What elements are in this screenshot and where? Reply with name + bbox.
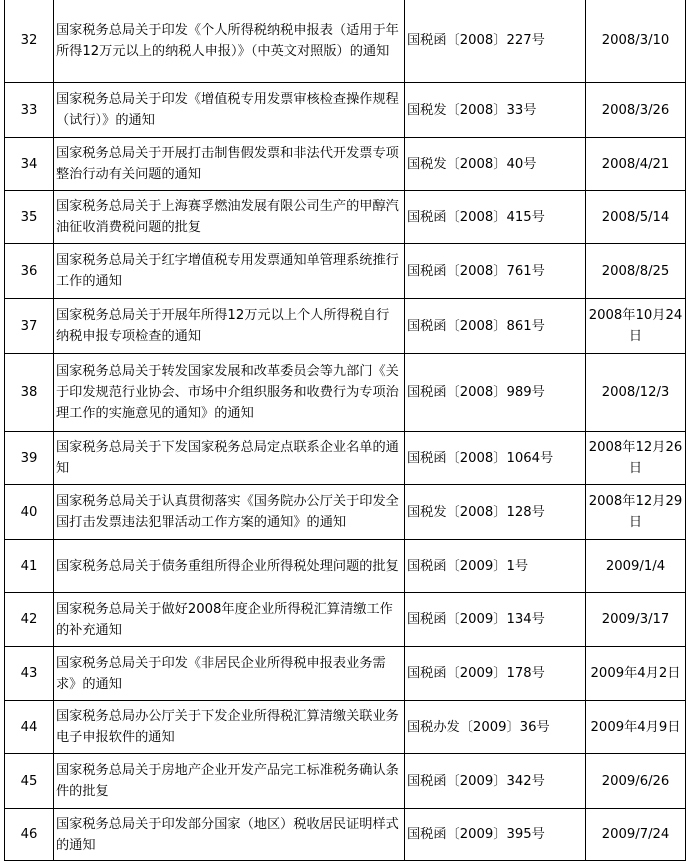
- document-number: 国税函〔2009〕1号: [405, 540, 586, 593]
- document-title: 国家税务总局关于印发《增值税专用发票审核检查操作规程（试行）》的通知: [54, 83, 405, 138]
- table-row: [5, 244, 686, 299]
- row-number: 35: [5, 191, 54, 244]
- document-number: 国税发〔2008〕128号: [405, 485, 586, 540]
- document-number: 国税函〔2008〕989号: [405, 354, 586, 432]
- document-title: 国家税务总局关于转发国家发展和改革委员会等九部门《关于印发规范行业协会、市场中介组织服务和收费行为专项治理工作的实施意见的通知》的通知: [54, 354, 405, 432]
- document-number: 国税函〔2009〕395号: [405, 809, 586, 861]
- table-row: [5, 138, 686, 191]
- table-row: [5, 432, 686, 485]
- issue-date: 2008/4/21: [586, 138, 686, 191]
- table-row: [5, 485, 686, 540]
- document-title: 国家税务总局关于下发国家税务总局定点联系企业名单的通知: [54, 432, 405, 485]
- document-title: 国家税务总局关于印发部分国家（地区）税收居民证明样式的通知: [54, 809, 405, 861]
- issue-date: 2008年10月24日: [586, 299, 686, 354]
- table-row: [5, 299, 686, 354]
- document-title: 国家税务总局关于做好2008年度企业所得税汇算清缴工作的补充通知: [54, 593, 405, 647]
- document-number: 国税函〔2008〕861号: [405, 299, 586, 354]
- issue-date: 2009/6/26: [586, 754, 686, 809]
- document-title: 国家税务总局办公厅关于下发企业所得税汇算清缴关联业务电子申报软件的通知: [54, 701, 405, 754]
- regulations-table-body: [5, 0, 686, 861]
- table-row: [5, 191, 686, 244]
- row-number: 46: [5, 809, 54, 861]
- table-row: [5, 647, 686, 701]
- issue-date: 2009/7/24: [586, 809, 686, 861]
- issue-date: 2008/8/25: [586, 244, 686, 299]
- document-number: 国税函〔2009〕134号: [405, 593, 586, 647]
- row-number: 33: [5, 83, 54, 138]
- document-title: 国家税务总局关于红字增值税专用发票通知单管理系统推行工作的通知: [54, 244, 405, 299]
- document-title: 国家税务总局关于认真贯彻落实《国务院办公厅关于印发全国打击发票违法犯罪活动工作方案的通知》的通知: [54, 485, 405, 540]
- regulations-table: [4, 0, 686, 861]
- table-row: [5, 701, 686, 754]
- row-number: 39: [5, 432, 54, 485]
- issue-date: 2009/3/17: [586, 593, 686, 647]
- table-row: [5, 593, 686, 647]
- table-row: [5, 540, 686, 593]
- document-title: 国家税务总局关于开展打击制售假发票和非法代开发票专项整治行动有关问题的通知: [54, 138, 405, 191]
- row-number: 38: [5, 354, 54, 432]
- row-number: 40: [5, 485, 54, 540]
- document-number: 国税函〔2008〕761号: [405, 244, 586, 299]
- document-title: 国家税务总局关于房地产企业开发产品完工标准税务确认条件的批复: [54, 754, 405, 809]
- issue-date: 2009年4月9日: [586, 701, 686, 754]
- document-title: 国家税务总局关于开展年所得12万元以上个人所得税自行纳税申报专项检查的通知: [54, 299, 405, 354]
- table-row: [5, 754, 686, 809]
- issue-date: 2009/1/4: [586, 540, 686, 593]
- document-number: 国税函〔2008〕415号: [405, 191, 586, 244]
- issue-date: 2008年12月26日: [586, 432, 686, 485]
- row-number: 45: [5, 754, 54, 809]
- table-row: [5, 83, 686, 138]
- row-number: 43: [5, 647, 54, 701]
- issue-date: 2008/12/3: [586, 354, 686, 432]
- row-number: 44: [5, 701, 54, 754]
- document-number: 国税函〔2009〕342号: [405, 754, 586, 809]
- document-number: 国税函〔2008〕1064号: [405, 432, 586, 485]
- document-title: 国家税务总局关于印发《非居民企业所得税申报表业务需求》的通知: [54, 647, 405, 701]
- document-title: 国家税务总局关于上海赛孚燃油发展有限公司生产的甲醇汽油征收消费税问题的批复: [54, 191, 405, 244]
- row-number: 36: [5, 244, 54, 299]
- issue-date: 2008/3/10: [586, 0, 686, 83]
- table-row: [5, 354, 686, 432]
- document-number: 国税函〔2008〕227号: [405, 0, 586, 83]
- table-row: [5, 0, 686, 83]
- issue-date: 2009年4月2日: [586, 647, 686, 701]
- document-title: 国家税务总局关于印发《个人所得税纳税申报表（适用于年所得12万元以上的纳税人申报）》（中英文对照版）的通知: [54, 0, 405, 83]
- issue-date: 2008/5/14: [586, 191, 686, 244]
- row-number: 32: [5, 0, 54, 83]
- row-number: 41: [5, 540, 54, 593]
- table-row: [5, 809, 686, 861]
- document-number: 国税函〔2009〕178号: [405, 647, 586, 701]
- row-number: 42: [5, 593, 54, 647]
- issue-date: 2008/3/26: [586, 83, 686, 138]
- document-number: 国税办发〔2009〕36号: [405, 701, 586, 754]
- document-number: 国税发〔2008〕40号: [405, 138, 586, 191]
- document-number: 国税发〔2008〕33号: [405, 83, 586, 138]
- document-title: 国家税务总局关于债务重组所得企业所得税处理问题的批复: [54, 540, 405, 593]
- row-number: 37: [5, 299, 54, 354]
- issue-date: 2008年12月29日: [586, 485, 686, 540]
- row-number: 34: [5, 138, 54, 191]
